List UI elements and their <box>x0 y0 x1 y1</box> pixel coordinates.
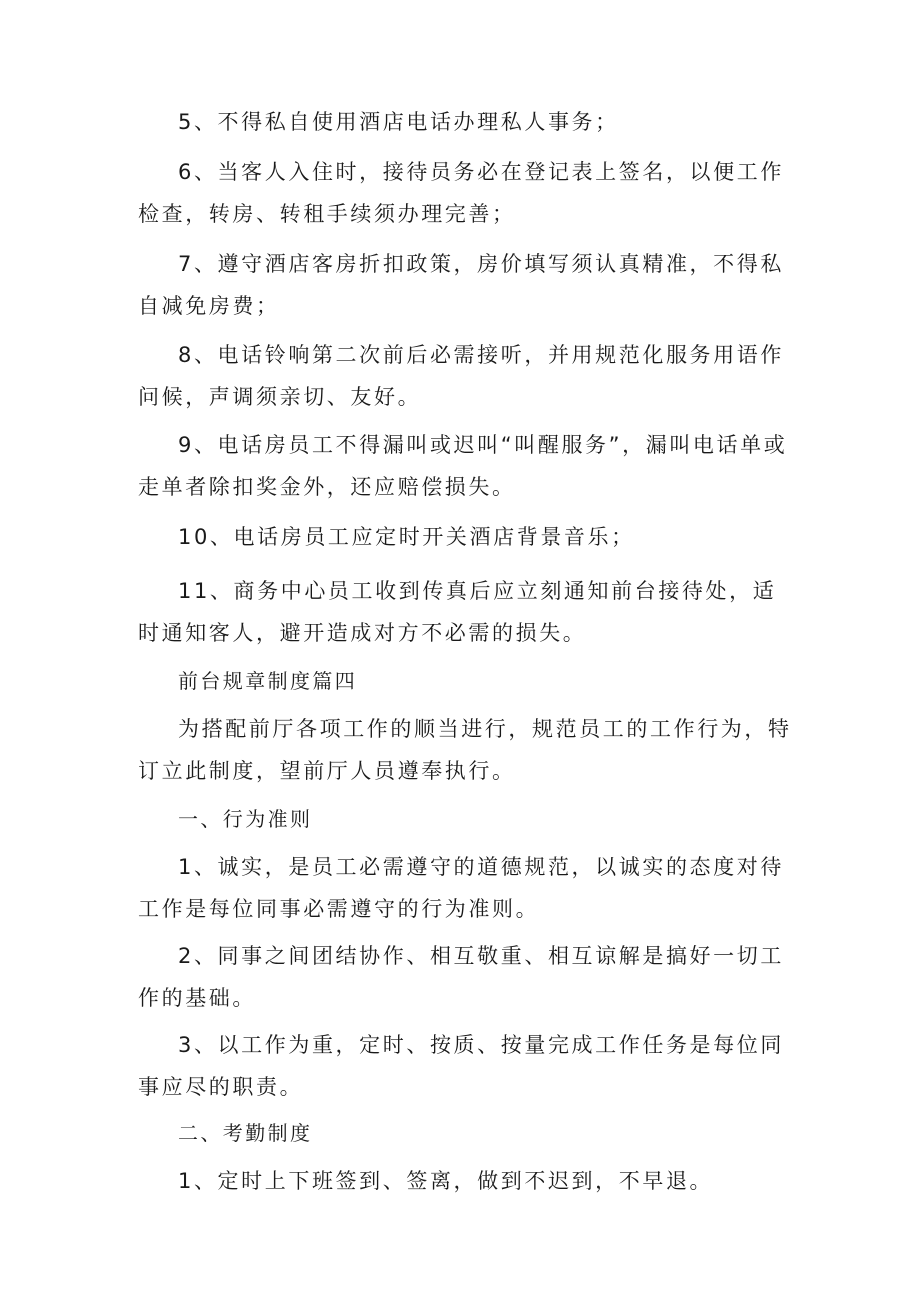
rule-item-8: 8、电话铃响第二次前后必需接听，并用规范化服务用语作问候，声调须亲切、友好。 <box>138 343 784 409</box>
conduct-item-3: 3、以工作为重，定时、按质、按量完成工作任务是每位同事应尽的职责。 <box>138 1033 784 1099</box>
heading-conduct: 一、行为准则 <box>178 807 313 831</box>
rule-item-11: 11、商务中心员工收到传真后应立刻通知前台接待处，适时通知客人，避开造成对方不必需的损失。 <box>138 579 777 645</box>
intro-paragraph: 为搭配前厅各项工作的顺当进行，规范员工的工作行为，特订立此制度，望前厅人员遵奉执行。 <box>138 717 792 783</box>
rule-item-5: 5、不得私自使用酒店电话办理私人事务； <box>178 110 619 134</box>
conduct-item-2: 2、同事之间团结协作、相互敬重、相互谅解是搞好一切工作的基础。 <box>138 944 784 1010</box>
attendance-item-1: 1、定时上下班签到、签离，做到不迟到，不早退。 <box>178 1169 714 1193</box>
rule-item-10: 10、电话房员工应定时开关酒店背景音乐； <box>178 525 635 549</box>
conduct-item-1: 1、诚实，是员工必需遵守的道德规范，以诚实的态度对待工作是每位同事必需遵守的行为准则。 <box>138 855 784 921</box>
rule-item-7: 7、遵守酒店客房折扣政策，房价填写须认真精准，不得私自减免房费； <box>138 252 784 318</box>
heading-attendance: 二、考勤制度 <box>178 1121 313 1145</box>
section-title: 前台规章制度篇四 <box>178 669 358 693</box>
rule-item-6: 6、当客人入住时，接待员务必在登记表上签名，以便工作检查，转房、转租手续须办理完善； <box>138 160 784 226</box>
rule-item-9: 9、电话房员工不得漏叫或迟叫“叫醒服务”，漏叫电话单或走单者除扣奖金外，还应赔偿损失。 <box>138 433 788 499</box>
